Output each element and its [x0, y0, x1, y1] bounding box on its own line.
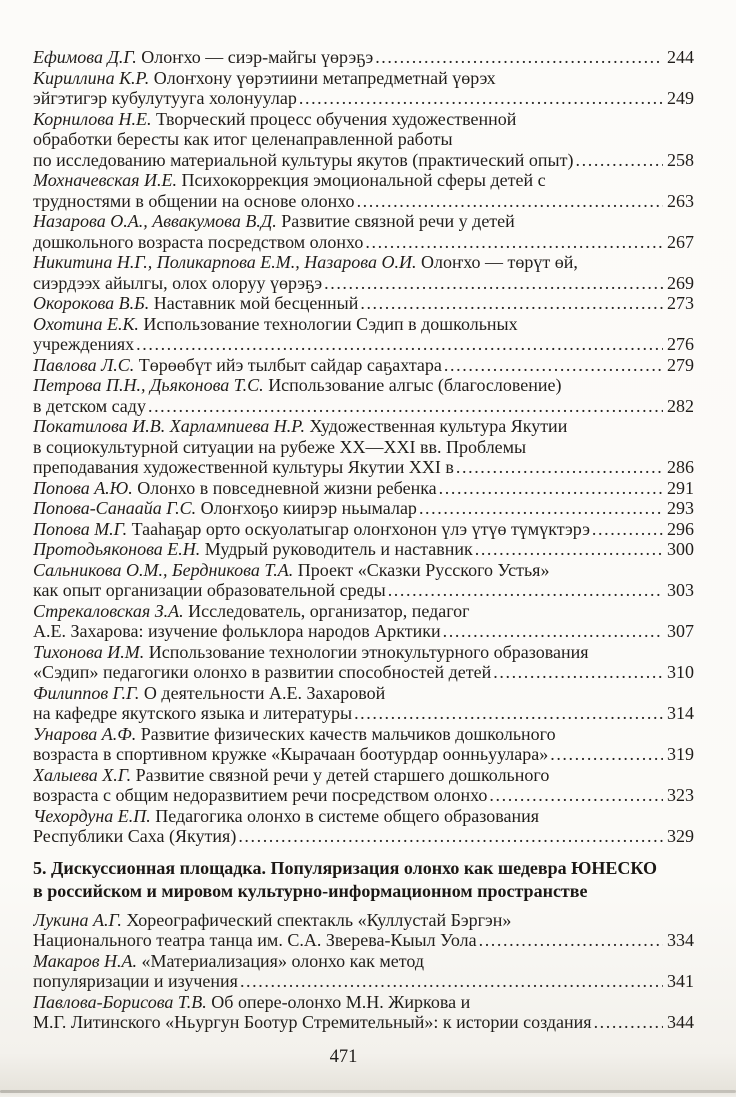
toc-entry-title: Республики Саха (Якутия): [33, 826, 237, 846]
toc-entry-page: 334: [667, 930, 694, 950]
toc-line: [33, 498, 694, 519]
toc-line: [33, 170, 694, 191]
toc-entry-page: 300: [667, 539, 694, 559]
toc-entry-authors: Халыева Х.Г.: [33, 764, 132, 785]
toc-line: [33, 826, 694, 847]
section-heading-line-1: 5. Дискуссионная площадка. Популяризация олонхо как шедевра ЮНЕСКО: [33, 857, 658, 878]
toc-entry: [33, 683, 694, 724]
toc-entry-page: 244: [667, 47, 694, 67]
toc-line: [33, 930, 694, 951]
toc-entry-page: 293: [667, 498, 694, 518]
toc-entry-title: Олоҥхоҕо киирэр ньымалар: [196, 498, 417, 518]
dot-leader: [324, 273, 663, 294]
toc-line: [33, 744, 694, 765]
toc-entry: [33, 293, 694, 314]
toc-entry-authors: Стрекаловская З.А.: [33, 600, 184, 621]
toc-entry: [33, 539, 694, 560]
toc-entry-title: возраста в спортивном кружке «Кырачаан боотурдар оонньуулара»: [33, 744, 549, 764]
dot-leader: [375, 47, 663, 68]
toc-entry-title: Об опере-олонхо М.Н. Жиркова и: [206, 991, 471, 1012]
dot-leader: [444, 355, 663, 376]
toc-entry-title: как опыт организации образовательной среды: [33, 580, 386, 600]
toc-entry-authors: Попова-Санаайа Г.С.: [33, 498, 197, 518]
dot-leader: [419, 498, 663, 519]
toc-entry-title: Төрөөбүт ийэ тылбыт сайдар саҕахтара: [134, 354, 442, 375]
toc-line: [33, 621, 694, 642]
toc-entry: [33, 47, 694, 68]
toc-entry-title: Использование технологии Сэдип в дошкольных: [138, 313, 518, 334]
toc-line: [33, 211, 694, 232]
toc-content: [33, 47, 694, 1068]
toc-entry-authors: Попова А.Ю.: [33, 477, 133, 498]
toc-entry: [33, 992, 694, 1033]
toc-entry-title: Психокоррекция эмоциональной сферы детей с: [177, 170, 546, 190]
toc-entry-title: Исследователь, организатор, педагог: [183, 600, 470, 621]
toc-entry-title: популяризации и изучения: [33, 971, 238, 991]
toc-entry-authors: Окорокова В.Б.: [33, 293, 150, 313]
dot-leader: [479, 930, 663, 951]
dot-leader: [443, 621, 663, 642]
toc-entry-title: трудностями в общении на основе олонхо: [33, 190, 355, 211]
toc-entry: [33, 478, 694, 499]
toc-entry-title: на кафедре якутского языка и литературы: [33, 703, 353, 723]
toc-line: [33, 703, 694, 724]
toc-entry-page: 273: [667, 293, 694, 313]
toc-entry-authors: Петрова П.Н., Дьяконова Т.С.: [33, 375, 264, 395]
dot-leader: [240, 971, 663, 992]
toc-entry-title: М.Г. Литинского «Ньургун Боотур Стремительный»: к истории создания: [33, 1012, 592, 1032]
toc-line: [33, 252, 694, 273]
toc-entry-title: Творческий процесс обучения художественной: [151, 108, 517, 129]
toc-entry-authors: Ефимова Д.Г.: [33, 47, 137, 67]
toc-entry-authors: Павлова Л.С.: [33, 354, 135, 375]
section-heading: [33, 857, 694, 904]
toc-line: [33, 785, 694, 806]
toc-line: [33, 47, 694, 68]
toc-line: [33, 457, 694, 478]
toc-line: [33, 416, 694, 437]
toc-entry-page: 314: [667, 703, 694, 723]
toc-entry-authors: Лукина А.Г.: [33, 909, 122, 930]
toc-line: [33, 355, 694, 376]
toc-entry-page: 249: [667, 88, 694, 108]
toc-entry-page: 291: [667, 477, 694, 498]
dot-leader: [489, 785, 663, 806]
toc-entry: [33, 109, 694, 171]
toc-line: [33, 334, 694, 355]
toc-line: [33, 129, 694, 150]
toc-entries-bottom: [33, 910, 694, 1033]
toc-entry: [33, 519, 694, 540]
toc-line: [33, 293, 694, 314]
toc-entry-title: дошкольного возраста посредством олонхо: [33, 231, 364, 252]
toc-entry-authors: Унарова А.Ф.: [33, 723, 137, 744]
toc-entry-authors: Никитина Н.Г., Поликарпова Е.М., Назарова О.И.: [33, 252, 417, 272]
toc-entry-title: Олонхо в повседневной жизни ребенка: [132, 477, 437, 498]
toc-entry-page: 319: [667, 744, 694, 764]
toc-line: [33, 951, 694, 972]
toc-entry: [33, 642, 694, 683]
toc-entry-title: Олоҥхо — сиэр-майгы үөрэҕэ: [136, 47, 374, 67]
toc-entry-authors: Тихонова И.М.: [33, 641, 145, 662]
toc-entry-authors: Макаров Н.А.: [33, 950, 138, 971]
toc-entry-page: 341: [667, 971, 694, 991]
toc-entry-title: Развитие связной речи у детей: [276, 211, 515, 231]
toc-line: [33, 232, 694, 253]
toc-line: [33, 150, 694, 171]
toc-entry: [33, 314, 694, 355]
toc-line: [33, 765, 694, 786]
toc-entry: [33, 601, 694, 642]
toc-line: [33, 683, 694, 704]
toc-line: [33, 375, 694, 396]
toc-entry-page: 279: [667, 354, 694, 375]
toc-entry: [33, 416, 694, 478]
toc-entry-authors: Павлова-Борисова Т.В.: [33, 991, 207, 1012]
toc-entry-title: эйгэтигэр кубулутууга холонуулар: [33, 88, 297, 108]
toc-entry-title: «Материализация» олонхо как метод: [137, 950, 425, 971]
toc-line: [33, 601, 694, 622]
dot-leader: [388, 580, 663, 601]
page-bottom-edge: [0, 1090, 736, 1093]
dot-leader: [493, 662, 663, 683]
toc-entry: [33, 252, 694, 293]
toc-entry-title: Олоҥхо — төрүт өй,: [416, 252, 578, 272]
toc-entry-title: сиэрдээх айылгы, олох олоруу үөрэҕэ: [33, 272, 323, 293]
toc-entry-title: Олоҥхону үөрэтиини метапредметнай үөрэх: [149, 67, 496, 88]
toc-entry-authors: Покатилова И.В. Харлампиева Н.Р.: [33, 416, 305, 436]
toc-entry-authors: Назарова О.А., Аввакумова В.Д.: [33, 211, 277, 231]
toc-entry-page: 258: [667, 149, 694, 170]
toc-entry-page: 310: [667, 662, 694, 682]
toc-entry: [33, 560, 694, 601]
toc-entry-title: Хореографический спектакль «Куллустай Бэргэн»: [121, 909, 512, 930]
toc-line: [33, 68, 694, 89]
dot-leader: [456, 457, 663, 478]
toc-entry-page: 263: [667, 190, 694, 211]
toc-entry-title: Художественная культура Якутии: [304, 416, 568, 436]
toc-line: [33, 806, 694, 827]
toc-entry-authors: Мохначевская И.Е.: [33, 170, 178, 190]
toc-line: [33, 273, 694, 294]
toc-entry-title: Тааһаҕар орто оскуолатыгар олоҥхонон үлэ үтүө түмүктэрэ: [127, 518, 590, 539]
dot-leader: [475, 539, 663, 560]
toc-entry-title: Проект «Сказки Русского Устья»: [293, 559, 550, 580]
toc-line: [33, 1012, 694, 1033]
toc-line: [33, 724, 694, 745]
toc-entry-authors: Попова М.Г.: [33, 518, 128, 539]
toc-entry-page: 307: [667, 621, 694, 641]
toc-entry-page: 269: [667, 272, 694, 293]
toc-entry-page: 282: [667, 395, 694, 416]
dot-leader: [357, 191, 663, 212]
toc-entry-page: 329: [667, 826, 694, 846]
toc-entry-title: Развитие физических качеств мальчиков дошкольного: [136, 723, 556, 744]
toc-line: [33, 314, 694, 335]
toc-entry-page: 296: [667, 518, 694, 539]
toc-entry-page: 323: [667, 785, 694, 805]
toc-entry-title: в детском саду: [33, 395, 146, 416]
toc-entry-title: преподавания художественной культуры Якутии XXI в: [33, 457, 454, 477]
dot-leader: [550, 744, 663, 765]
toc-entry-page: 303: [667, 580, 694, 600]
toc-entry: [33, 765, 694, 806]
toc-line: [33, 191, 694, 212]
toc-line: [33, 580, 694, 601]
dot-leader: [360, 293, 663, 314]
dot-leader: [594, 1012, 663, 1033]
toc-entry-title: «Сэдип» педагогики олонхо в развитии способностей детей: [33, 662, 492, 682]
toc-entry-title: обработки бересты как итог целенаправленной работы: [33, 129, 453, 149]
toc-entry-title: Педагогика олонхо в системе общего образования: [150, 805, 539, 826]
dot-leader: [238, 826, 663, 847]
toc-line: [33, 88, 694, 109]
toc-entry-title: возраста с общим недоразвитием речи посредством олонхо: [33, 785, 488, 805]
page-number: 471: [329, 1046, 358, 1067]
toc-line: [33, 109, 694, 130]
toc-entry-authors: Филиппов Г.Г.: [33, 682, 140, 703]
section-heading-line-2: в российском и мировом культурно-информационном пространстве: [33, 881, 588, 901]
toc-entry: [33, 68, 694, 109]
toc-line: [33, 642, 694, 663]
toc-entry-authors: Протодьяконова Е.Н.: [33, 539, 201, 559]
toc-entry-title: по исследованию материальной культуры якутов (практический опыт): [33, 149, 574, 170]
toc-entry-authors: Корнилова Н.Е.: [33, 108, 152, 129]
toc-entry-title: Использование технологии этнокультурного образования: [144, 641, 589, 662]
dot-leader: [148, 396, 663, 417]
dot-leader: [365, 232, 663, 253]
toc-entry-page: 276: [667, 334, 694, 354]
toc-entry-authors: Кириллина К.Р.: [33, 67, 150, 88]
dot-leader: [136, 334, 663, 355]
toc-entry: [33, 724, 694, 765]
toc-entry-title: А.Е. Захарова: изучение фольклора народов Арктики: [33, 621, 441, 641]
toc-entry-title: Развитие связной речи у детей старшего дошкольного: [131, 764, 550, 785]
toc-entry-title: Наставник мой бесценный: [149, 293, 359, 313]
toc-line: [33, 662, 694, 683]
dot-leader: [354, 703, 663, 724]
dot-leader: [299, 88, 663, 109]
toc-line: [33, 560, 694, 581]
toc-entry: [33, 951, 694, 992]
toc-entry-page: 344: [667, 1012, 694, 1032]
toc-entry-title: Мудрый руководитель и наставник: [200, 539, 473, 559]
dot-leader: [592, 519, 663, 540]
toc-entry: [33, 375, 694, 416]
toc-entry: [33, 806, 694, 847]
toc-entry-page: 267: [667, 231, 694, 252]
toc-entry: [33, 170, 694, 211]
toc-line: [33, 478, 694, 499]
toc-line: [33, 992, 694, 1013]
toc-line: [33, 971, 694, 992]
toc-entry-title: учреждениях: [33, 334, 135, 354]
toc-entry: [33, 498, 694, 519]
dot-leader: [576, 150, 663, 171]
toc-entry: [33, 211, 694, 252]
toc-entry-title: Национального театра танца им. С.А. Зверева-Кыыл Уола: [33, 930, 477, 950]
toc-entry-authors: Сальникова О.М., Бердникова Т.А.: [33, 559, 294, 580]
toc-entries-top: [33, 47, 694, 847]
toc-entry-authors: Чехордуна Е.П.: [33, 805, 151, 826]
toc-entry-title: Использование алгыс (благословение): [263, 375, 562, 395]
toc-entry-page: 286: [667, 457, 694, 477]
toc-line: [33, 519, 694, 540]
toc-line: [33, 396, 694, 417]
toc-entry: [33, 910, 694, 951]
toc-line: [33, 539, 694, 560]
toc-entry-authors: Охотина Е.К.: [33, 313, 139, 334]
toc-line: [33, 910, 694, 931]
dot-leader: [439, 478, 663, 499]
toc-entry: [33, 355, 694, 376]
toc-line: [33, 437, 694, 458]
toc-entry-title: в социокультурной ситуации на рубеже XX—XXI вв. Проблемы: [33, 436, 527, 457]
toc-entry-title: О деятельности А.Е. Захаровой: [139, 682, 386, 703]
